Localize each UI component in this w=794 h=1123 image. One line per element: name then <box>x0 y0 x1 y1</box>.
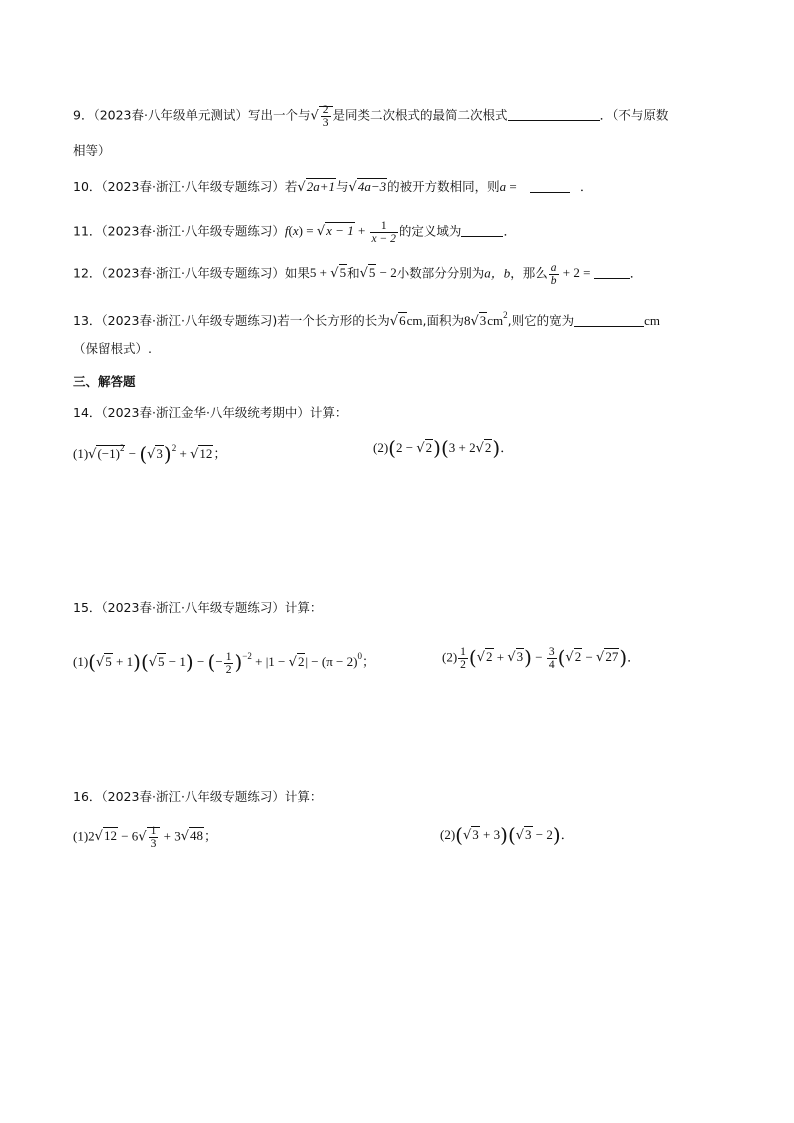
q13-mid: ,面积为 <box>422 313 464 328</box>
q15-part-1: (1)(√5 + 1)(√5 − 1) − (− $\frac{1}{2}$ )$^{-2} + |1 - √2| - (\pi - 2)^0$； <box>73 650 375 676</box>
q12-expr-3: $\frac{a}{b}$ + 2 = <box>550 262 594 287</box>
question-14-head: 14．（2023春·浙江金华·八年级统考期中）计算： <box>73 405 348 420</box>
q12-suffix: ． <box>629 265 643 281</box>
q9-suffix: ．（不与原数 <box>599 107 669 123</box>
question-15-head: 15．（2023春·浙江·八年级专题练习）计算： <box>73 600 323 615</box>
q12-vars: a，b <box>484 265 511 281</box>
question-16-head: 16．（2023春·浙江·八年级专题练习）计算： <box>73 789 323 804</box>
q10-join: 与 <box>336 179 349 194</box>
q11-answer-blank[interactable] <box>461 222 503 237</box>
q10-var: a <box>499 179 507 194</box>
q12-join: 和 <box>347 265 360 281</box>
q13-area: $8√3cm^2$ <box>463 310 508 329</box>
q11-function: f(x) = √x − 1 + $\frac{1}{x - 2}$ <box>284 220 396 245</box>
q16-part-2: (2)(√3 + 3)(√3 − 2)． <box>440 823 574 847</box>
question-13 <box>73 305 660 332</box>
q14-part-2: (2)(2 − √2)(3 + 2√2)． <box>373 436 514 460</box>
q9-middle: 是同类二次根式的最简二次根式 <box>332 107 508 123</box>
q11-prefix: 11．（2023春·浙江·八年级专题练习） <box>73 223 285 239</box>
q13-length: √6cm <box>389 313 423 329</box>
q13-unit: cm <box>644 313 661 328</box>
question-9 <box>73 104 668 129</box>
q10-middle: 的被开方数相同，则 <box>387 179 500 194</box>
q12-answer-blank[interactable] <box>594 264 630 279</box>
section-heading: 三、解答题 <box>73 374 136 389</box>
q15-part-2: (2) $\frac{1}{2}$ (√2 + √3) − $\frac{3}{4}$ (√2 − √27)． <box>442 645 641 671</box>
q13-mid2: ,则它的宽为 <box>507 313 575 328</box>
q9-sqrt-fraction: √ $\frac{2}{3}$ <box>311 104 333 129</box>
q11-middle: 的定义域为 <box>398 223 462 239</box>
q13-wrap: （保留根式）. <box>73 341 152 356</box>
q11-suffix: ． <box>503 223 516 239</box>
q13-answer-blank[interactable] <box>574 312 644 327</box>
q10-eq: = <box>506 179 520 194</box>
q14-part-1: $(1)√(-1)^2 - (√3)^2 + √12$； <box>73 442 227 466</box>
q9-wrap: 相等） <box>73 143 111 158</box>
q9-answer-blank[interactable] <box>508 106 600 121</box>
q12-middle: 小数部分分别为 <box>396 265 485 281</box>
q10-prefix: 10．（2023春·浙江·八年级专题练习）若 <box>73 179 298 194</box>
q12-expr-2: √5 − 2 <box>359 265 397 282</box>
q12-then: ，那么 <box>510 265 548 281</box>
q12-prefix: 12．（2023春·浙江·八年级专题练习）如果 <box>73 265 310 281</box>
question-11 <box>73 220 516 245</box>
q10-radical-2: √4a−3 <box>348 179 387 195</box>
q13-prefix: 13．（2023春·浙江·八年级专题练习)若一个长方形的长为 <box>73 313 390 328</box>
q12-expr-1: 5 + √5 <box>309 265 347 282</box>
question-10 <box>73 177 592 198</box>
q9-prefix: 9．（2023春·八年级单元测试）写出一个与 <box>73 107 311 123</box>
q16-part-1: (1)2√12 − 6√ $\frac{1}{3}$ + 3√48； <box>73 825 218 850</box>
q10-suffix: ． <box>579 179 593 194</box>
question-12 <box>73 262 642 287</box>
q10-answer-blank[interactable] <box>530 178 570 193</box>
q10-radical-1: √2a+1 <box>297 179 335 195</box>
